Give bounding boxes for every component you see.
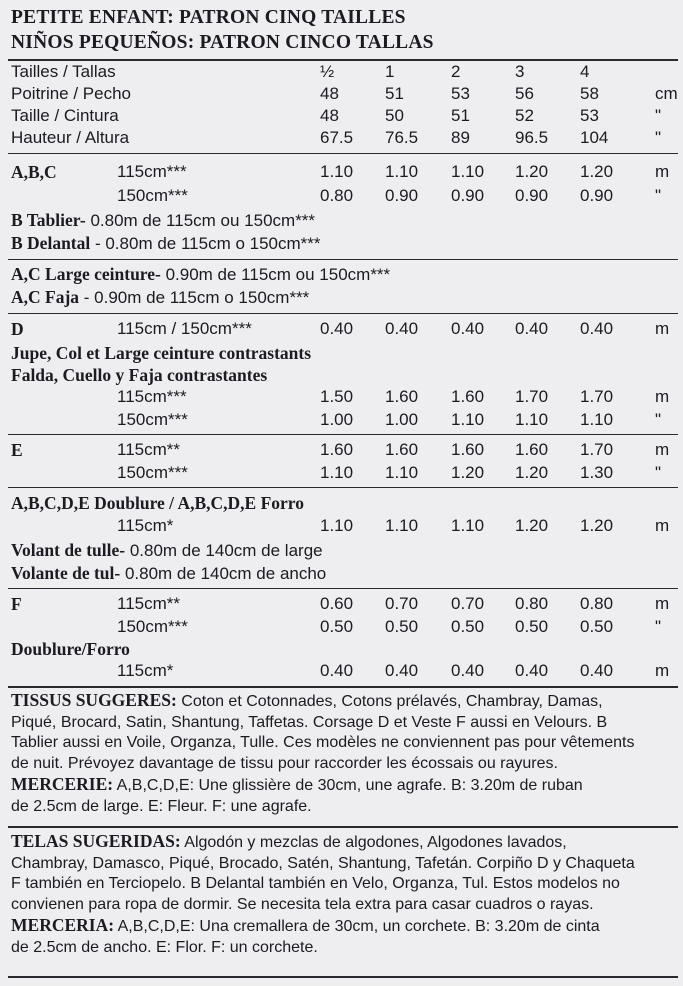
telas-text: Algodón y mezclas de algodones, Algodones lavados, [180,834,567,851]
unit: " [655,186,662,205]
size-value: 1.30 [580,463,614,482]
fabric-width: 150cm*** [117,186,188,205]
size-value: 1.20 [451,463,485,482]
size-value: ½ [320,62,335,81]
faja-label: A,C Faja [11,287,80,307]
size-value: 0.50 [385,617,419,636]
size-value: 0.50 [515,617,549,636]
view-label-f: F [11,594,22,614]
size-value: 0.40 [515,661,549,680]
size-value: 0.80 [580,594,614,613]
measurement-label: Tailles / Tallas [11,62,116,81]
size-value: 1.60 [385,387,419,406]
tissus-paragraph [11,690,675,817]
ceinture-label: A,C Large ceinture- [11,264,161,284]
fabric-width: 115cm** [117,440,180,459]
fabric-width: 115cm / 150cm*** [117,319,252,338]
divider [8,434,678,435]
size-value: 1.50 [320,387,354,406]
size-value: 2 [451,62,461,81]
size-value: 4 [580,62,590,81]
size-value: 1.60 [385,440,419,459]
telas-paragraph [11,831,675,958]
size-value: 1.10 [385,463,419,482]
size-value: 1.70 [515,387,549,406]
measurement-label: Taille / Cintura [11,106,119,125]
size-value: 1.20 [515,516,549,535]
contrast-heading-french: Jupe, Col et Large ceinture contrastants [11,343,312,363]
size-value: 1.70 [580,387,614,406]
size-value: 48 [320,84,339,103]
tablier-text: 0.80m de 115cm ou 150cm*** [85,211,316,230]
divider [8,826,678,828]
unit: m [655,661,670,680]
size-value: 56 [515,84,534,103]
faja-text: - 0.90m de 115cm o 150cm*** [79,288,310,307]
size-value: 67.5 [320,128,354,147]
title-french: PETITE ENFANT: PATRON CINQ TAILLES [11,7,406,28]
telas-line: Chambray, Damasco, Piqué, Brocado, Satén, Shantung, Tafetán. Corpiño D y Chaqueta [11,854,635,872]
size-value: 1.60 [515,440,549,459]
unit: m [655,387,670,406]
size-value: 0.80 [320,186,354,205]
volante-text: 0.80m de 140cm de ancho [120,564,327,583]
telas-line: convienen para ropa de dormir. Se necesita tela extra para casar cuadros o rayas. [11,895,594,913]
telas-heading: TELAS SUGERIDAS: [11,831,181,851]
unit: " [655,410,662,429]
size-value: 1.10 [320,463,354,482]
size-value: 0.90 [515,186,549,205]
unit: " [655,106,662,125]
size-value: 0.50 [320,617,354,636]
size-value: 52 [515,106,534,125]
unit: " [655,617,662,636]
size-value: 0.90 [580,186,614,205]
size-value: 76.5 [385,128,419,147]
size-value: 1.20 [515,463,549,482]
mercerie-line [11,774,675,797]
delantal-note [11,233,321,254]
mercerie-heading: MERCERIE: [11,774,114,794]
size-value: 0.60 [320,594,354,613]
fabric-width: 115cm** [117,594,180,613]
size-value: 0.40 [580,661,614,680]
volant-label: Volant de tulle- [11,540,126,560]
size-value: 0.40 [451,661,485,680]
divider [8,487,678,488]
title-spanish: NIÑOS PEQUEÑOS: PATRON CINCO TALLAS [11,32,434,53]
tablier-label: B Tablier- [11,210,86,230]
size-value: 1.10 [385,516,419,535]
size-value: 1.60 [451,387,485,406]
ceinture-text: 0.90m de 115cm ou 150cm*** [160,265,391,284]
size-value: 89 [451,128,470,147]
divider [8,588,678,589]
size-value: 1.20 [515,162,549,181]
size-value: 50 [385,106,404,125]
mercerie-text: A,B,C,D,E: Une glissière de 30cm, une agrafe. B: 3.20m de ruban [113,777,583,794]
merceria-heading: MERCERIA: [11,915,115,935]
size-value: 1 [385,62,395,81]
size-value: 0.40 [320,661,354,680]
size-value: 1.10 [451,410,485,429]
size-value: 53 [451,84,470,103]
lining-heading: A,B,C,D,E Doublure / A,B,C,D,E Forro [11,493,304,513]
ceinture-note [11,264,390,285]
size-value: 3 [515,62,525,81]
size-value: 104 [580,128,609,147]
tissus-line: Piqué, Brocard, Satin, Shantung, Taffetas. Corsage D et Veste F aussi en Velours. B [11,713,608,731]
fabric-width: 150cm*** [117,410,188,429]
size-value: 51 [451,106,470,125]
divider [8,153,678,154]
view-label-d: D [11,319,24,339]
size-value: 1.10 [320,516,354,535]
divider [8,259,678,260]
volante-note [11,563,326,584]
size-value: 0.50 [580,617,614,636]
tissus-line: Tablier aussi en Voile, Organza, Tulle. Ces modèles ne conviennent pas pour vêtements [11,734,635,751]
size-value: 1.20 [580,516,614,535]
unit: " [655,128,662,147]
size-value: 1.10 [580,410,614,429]
size-value: 1.20 [580,162,614,181]
tablier-note [11,210,315,231]
fabric-width: 115cm* [117,661,174,680]
volant-note [11,540,323,561]
unit: m [655,516,670,535]
divider [8,686,678,688]
size-value: 0.40 [385,661,419,680]
size-value: 1.00 [385,410,419,429]
telas-line: F también en Terciopelo. B Delantal también en Velo, Organza, Tul. Estos modelos no [11,875,620,892]
merceria-line: de 2.5cm de ancho. E: Flor. F: un corchete. [11,938,318,956]
divider [8,313,678,314]
divider [8,976,678,978]
size-value: 0.40 [515,319,549,338]
size-value: 1.60 [320,440,354,459]
mercerie-line: de 2.5cm de large. E: Fleur. F: une agrafe. [11,797,312,815]
size-value: 0.70 [385,594,419,613]
doublure-forro-heading: Doublure/Forro [11,639,130,659]
size-value: 1.10 [451,516,485,535]
size-value: 96.5 [515,128,549,147]
size-value: 0.40 [320,319,354,338]
delantal-text: - 0.80m de 115cm o 150cm*** [90,234,321,253]
size-value: 51 [385,84,404,103]
size-value: 1.10 [515,410,549,429]
size-value: 1.70 [580,440,614,459]
fabric-width: 115cm*** [117,162,187,181]
size-value: 0.50 [451,617,485,636]
size-value: 0.40 [451,319,485,338]
size-value: 1.60 [451,440,485,459]
telas-line [11,831,675,854]
delantal-label: B Delantal [11,233,91,253]
size-value: 48 [320,106,339,125]
size-value: 0.80 [515,594,549,613]
merceria-text: A,B,C,D,E: Una cremallera de 30cm, un corchete. B: 3.20m de cinta [114,918,600,935]
fabric-width: 150cm*** [117,463,188,482]
faja-note [11,287,309,308]
size-value: 0.90 [385,186,419,205]
size-value: 53 [580,106,599,125]
divider [8,59,678,61]
view-label-abc: A,B,C [11,162,57,182]
view-label-e: E [11,440,23,460]
size-value: 1.10 [320,162,354,181]
measurement-label: Hauteur / Altura [11,128,130,147]
tissus-line: de nuit. Prévoyez davantage de tissu pour raccorder les écossais ou rayures. [11,754,558,772]
unit: " [655,463,662,482]
size-value: 58 [580,84,599,103]
size-value: 0.40 [580,319,614,338]
tissus-text: Coton et Cotonnades, Cotons prélavés, Chambray, Damas, [176,693,603,710]
size-value: 1.00 [320,410,354,429]
measurement-label: Poitrine / Pecho [11,84,132,103]
fabric-width: 115cm* [117,516,174,535]
tissus-line [11,690,675,713]
size-value: 0.90 [451,186,485,205]
volante-label: Volante de tul- [11,563,121,583]
unit: cm [655,84,678,103]
fabric-width: 115cm*** [117,387,187,406]
size-value: 1.10 [451,162,485,181]
unit: m [655,162,670,181]
merceria-line [11,915,675,938]
size-value: 1.10 [385,162,419,181]
size-value: 0.70 [451,594,485,613]
contrast-heading-spanish: Falda, Cuello y Faja contrastantes [11,365,268,385]
volant-text: 0.80m de 140cm de large [125,541,323,560]
unit: m [655,319,670,338]
unit: m [655,594,670,613]
unit: m [655,440,670,459]
size-value: 0.40 [385,319,419,338]
fabric-width: 150cm*** [117,617,188,636]
tissus-heading: TISSUS SUGGERES: [11,690,177,710]
